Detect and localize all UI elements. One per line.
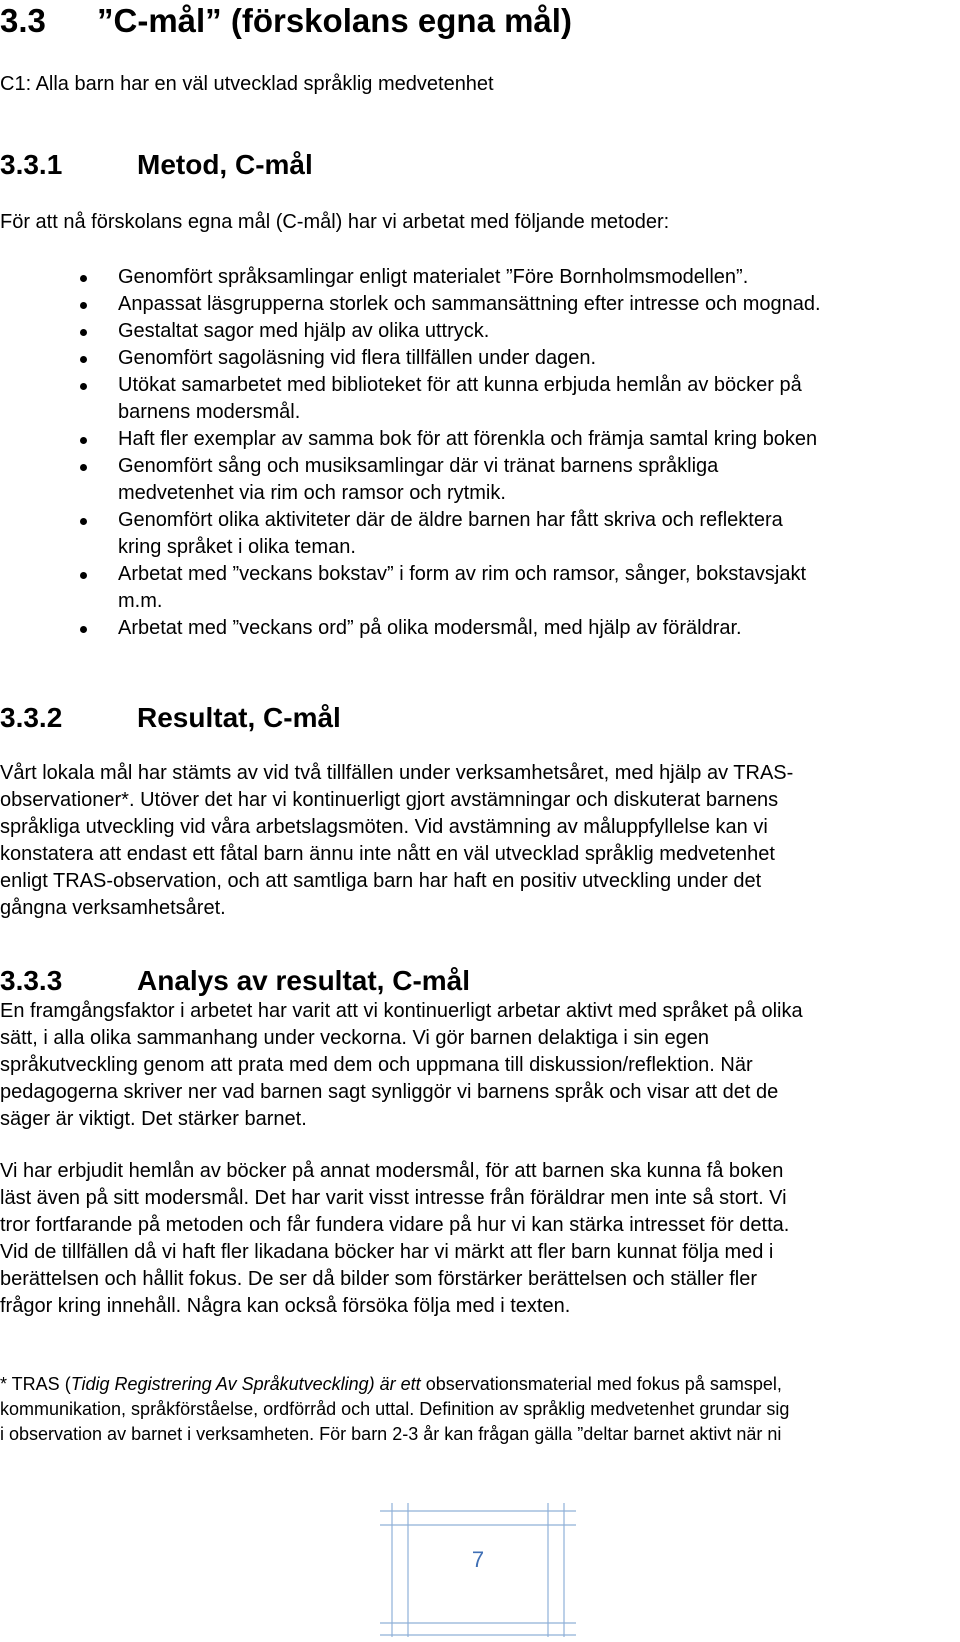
bullet-text-line: Haft fler exemplar av samma bok för att förenkla och främja samtal kring boken: [118, 428, 818, 450]
paragraph-line: språkutveckling genom att prata med dem och uppmana till diskussion/reflektion. När: [0, 1054, 753, 1076]
paragraph-line: språkliga utveckling vid våra arbetslagsmöten. Vid avstämning av måluppfyllelse kan vi: [0, 816, 768, 838]
footnote-line-3: i observation av barnet i verksamheten. För barn 2-3 år kan frågan gälla ”deltar barnet aktivt när ni: [0, 1424, 782, 1444]
footnote-line-1: * TRAS (Tidig Registrering Av Språkutveckling) är ett observationsmaterial med fokus på samspel,: [0, 1374, 782, 1394]
paragraph-line: konstatera att endast ett fåtal barn ännu inte nått en väl utvecklad språklig medvetenhet: [0, 843, 775, 865]
bullet-dot-icon: [80, 437, 87, 444]
bullet-text-line: m.m.: [118, 590, 163, 612]
bullet-dot-icon: [80, 518, 87, 525]
section-title: ”C-mål” (förskolans egna mål): [97, 2, 572, 39]
paragraph-line: säger är viktigt. Det stärker barnet.: [0, 1108, 307, 1130]
bullet-text-line: Arbetat med ”veckans ord” på olika modersmål, med hjälp av föräldrar.: [118, 617, 742, 639]
bullet-dot-icon: [80, 626, 87, 633]
bullet-text-line: Anpassat läsgrupperna storlek och sammansättning efter intresse och mognad.: [118, 293, 821, 315]
analysis-heading: [0, 965, 470, 997]
page-number: 7: [471, 1547, 485, 1572]
paragraph-line: tror fortfarande på metoden och får fundera vidare på hur vi kan stärka intresset för detta.: [0, 1214, 790, 1236]
method-bullet-item: [0, 372, 960, 426]
bullet-dot-icon: [80, 356, 87, 363]
bullet-text-line: Genomfört olika aktiviteter där de äldre barnen har fått skriva och reflektera: [118, 509, 783, 531]
method-bullet-item: [0, 291, 960, 318]
result-paragraph: [0, 760, 960, 922]
paragraph-line: gångna verksamhetsåret.: [0, 897, 226, 919]
method-bullet-item: [0, 264, 960, 291]
section-number: 3.3: [0, 2, 46, 39]
method-bullet-item: [0, 615, 960, 642]
bullet-text-line: barnens modersmål.: [118, 401, 301, 423]
page-number-frame: [380, 1503, 576, 1637]
bullet-text-line: Genomfört språksamlingar enligt materialet ”Före Bornholmsmodellen”.: [118, 266, 749, 288]
paragraph-line: enligt TRAS-observation, och att samtliga barn har haft en positiv utveckling under det: [0, 870, 762, 892]
bullet-text-line: Genomfört sång och musiksamlingar där vi tränat barnens språkliga: [118, 455, 719, 477]
method-title: Metod, C-mål: [137, 149, 313, 180]
method-bullet-item: [0, 453, 960, 507]
bullet-text-line: Genomfört sagoläsning vid flera tillfällen under dagen.: [118, 347, 597, 369]
bullet-dot-icon: [80, 329, 87, 336]
method-bullet-list: [0, 264, 960, 642]
footnote-line-2: kommunikation, språkförståelse, ordförråd och uttal. Definition av språklig medvetenhet grundar sig: [0, 1399, 790, 1419]
analysis-number: 3.3.3: [0, 965, 63, 996]
method-bullet-item: [0, 507, 960, 561]
bullet-text-line: Utökat samarbetet med biblioteket för att kunna erbjuda hemlån av böcker på: [118, 374, 802, 396]
result-title: Resultat, C-mål: [137, 702, 341, 733]
result-heading: [0, 702, 341, 734]
method-bullet-item: [0, 426, 960, 453]
paragraph-line: observationer*. Utöver det har vi kontinuerligt gjort avstämningar och diskuterat barnens: [0, 789, 779, 811]
method-intro: För att nå förskolans egna mål (C-mål) har vi arbetat med följande metoder:: [0, 211, 670, 233]
paragraph-line: frågor kring innehåll. Några kan också försöka följa med i texten.: [0, 1295, 571, 1317]
bullet-dot-icon: [80, 464, 87, 471]
method-heading: [0, 149, 313, 181]
paragraph-line: Vid de tillfällen då vi haft fler likadana böcker har vi märkt att fler barn kunnat följa med i: [0, 1241, 774, 1263]
paragraph-line: berättelsen och hållit fokus. De ser då bilder som förstärker berättelsen och ställer fler: [0, 1268, 758, 1290]
bullet-text-line: kring språket i olika teman.: [118, 536, 356, 558]
bullet-dot-icon: [80, 383, 87, 390]
analysis-paragraph-2: [0, 1158, 960, 1320]
footnote-italic: Tidig Registrering Av Språkutveckling) är ett: [70, 1374, 421, 1394]
analysis-title: Analys av resultat, C-mål: [137, 965, 471, 996]
section-heading: [0, 2, 572, 40]
footnote: [0, 1372, 960, 1447]
bullet-text-line: Gestaltat sagor med hjälp av olika uttryck.: [118, 320, 490, 342]
method-bullet-item: [0, 561, 960, 615]
analysis-paragraph-1: [0, 998, 960, 1133]
paragraph-line: Vårt lokala mål har stämts av vid två tillfällen under verksamhetsåret, med hjälp av TRAS-: [0, 762, 794, 784]
method-bullet-item: [0, 345, 960, 372]
paragraph-line: Vi har erbjudit hemlån av böcker på annat modersmål, för att barnen ska kunna få boken: [0, 1160, 784, 1182]
method-number: 3.3.1: [0, 149, 63, 180]
bullet-text-line: Arbetat med ”veckans bokstav” i form av rim och ramsor, sånger, bokstavsjakt: [118, 563, 807, 585]
paragraph-line: En framgångsfaktor i arbetet har varit att vi kontinuerligt arbetar aktivt med språket på olika: [0, 1000, 803, 1022]
bullet-dot-icon: [80, 275, 87, 282]
paragraph-line: läst även på sitt modersmål. Det har varit visst intresse från föräldrar men inte så stort. Vi: [0, 1187, 787, 1209]
bullet-text-line: medvetenhet via rim och ramsor och rytmik.: [118, 482, 506, 504]
goal-statement: C1: Alla barn har en väl utvecklad språklig medvetenhet: [0, 73, 494, 95]
method-bullet-item: [0, 318, 960, 345]
result-number: 3.3.2: [0, 702, 63, 733]
paragraph-line: sätt, i alla olika sammanhang under veckorna. Vi gör barnen delaktiga i sin egen: [0, 1027, 709, 1049]
bullet-dot-icon: [80, 302, 87, 309]
bullet-dot-icon: [80, 572, 87, 579]
paragraph-line: pedagogerna skriver ner vad barnen sagt synliggör vi barnens språk och visar att det de: [0, 1081, 779, 1103]
